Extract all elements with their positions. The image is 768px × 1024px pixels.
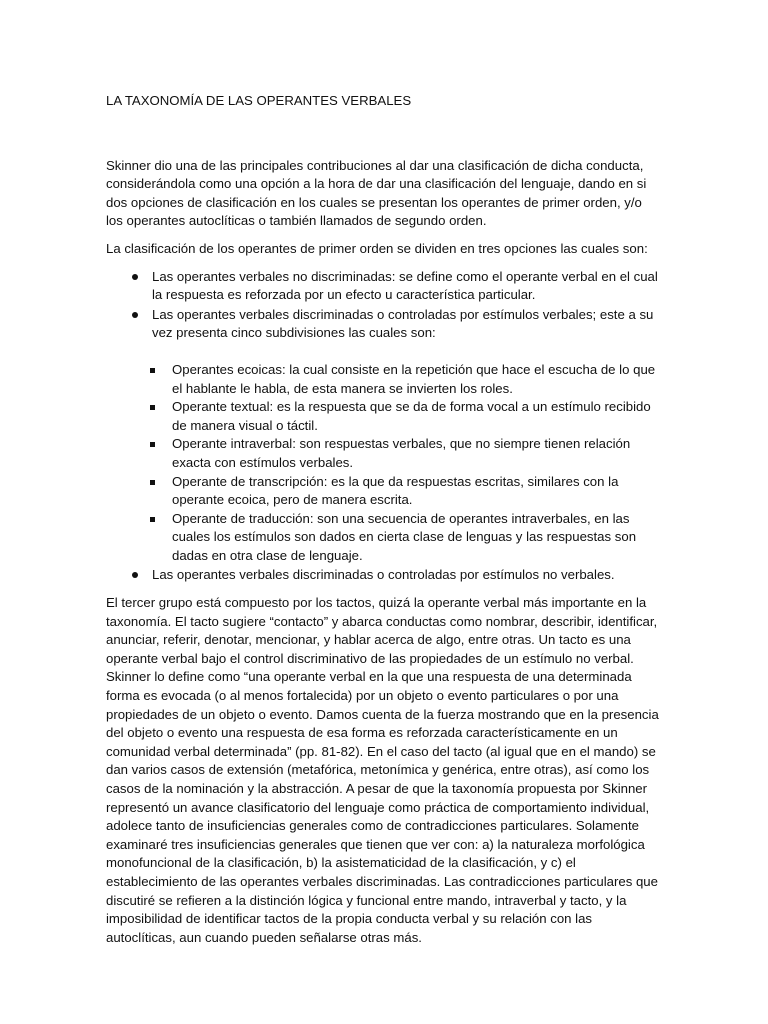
sublist-item — [150, 361, 662, 398]
list-item — [106, 566, 662, 585]
sublist-item-text: Operantes ecoicas: la cual consiste en la repetición que hace el escucha de lo que el hablante le habla, de esta manera se invierten los roles. — [172, 361, 656, 396]
sublist-item — [150, 435, 662, 472]
list-item-text: Las operantes verbales discriminadas o controladas por estímulos verbales; este a su vez presenta cinco subdivisiones las cuales son: — [152, 306, 654, 341]
list-item — [106, 306, 662, 566]
sublist-item — [150, 510, 662, 566]
classification-list — [106, 268, 662, 586]
square-bullet-icon — [150, 368, 155, 373]
square-bullet-icon — [150, 442, 155, 447]
square-bullet-icon — [150, 405, 155, 410]
sublist-item-text: Operante intraverbal: son respuestas verbales, que no siempre tienen relación exacta con estímulos verbales. — [172, 436, 631, 470]
sublist-item-text: Operante de transcripción: es la que da respuestas escritas, similares con la operante ecoica, pero de manera escrita. — [172, 473, 619, 508]
sublist-item-text: Operante textual: es la respuesta que se da de forma vocal a un estímulo recibido de manera visual o táctil. — [172, 399, 651, 433]
sublist-item — [150, 473, 662, 510]
square-bullet-icon — [150, 480, 155, 485]
lead-paragraph: La clasificación de los operantes de primer orden se dividen en tres opciones las cuales son: — [106, 240, 648, 256]
sublist-item — [150, 398, 662, 435]
list-item-text: Las operantes verbales no discriminadas: se define como el operante verbal en el cual la respuesta es reforzada por un efecto u característica particular. — [152, 268, 658, 303]
intro-paragraph: Skinner dio una de las principales contribuciones al dar una clasificación de dicha conducta, considerándola como una opción a la hora de dar una clasificación del lenguaje, dando en si dos opciones de clasificación en los cuales se presentan los operantes de primer orden, y/o los operantes autoclíticas o también llamados de segundo orden. — [106, 157, 647, 229]
document-title: LA TAXONOMÍA DE LAS OPERANTES VERBALES — [106, 93, 412, 108]
square-bullet-icon — [150, 517, 155, 522]
closing-paragraph: El tercer grupo está compuesto por los tactos, quizá la operante verbal más importante en la taxonomía. El tacto sugiere “contacto” y abarca conductas como nombrar, describir, identificar, anunciar, referir, denotar, mencionar, y hablar acerca de algo, entre otras. Un tacto es una operante verbal bajo el control discriminativo de las propiedades de un estímulo no verbal. Skinner lo define como “una operante verbal en la que una respuesta de una determinada forma es evocada (o al menos fortalecida) por un objeto o evento particulares o por una propiedades de un objeto o evento. Damos cuenta de la fuerza mostrando que en la presencia del objeto o evento una respuesta de esa forma es reforzada característicamente en un comunidad verbal determinada” (pp. 81-82). En el caso del tacto (al igual que en el mando) se dan varios casos de extensión (metafórica, metonímica y genérica, entre otras), así como los casos de la nominación y la abstracción. A pesar de que la taxonomía propuesta por Skinner representó un avance clasificatorio del lenguaje como práctica de comportamiento individual, adolece tanto de insuficiencias generales como de contradicciones particulares. Solamente examinaré tres insuficiencias generales que tienen que ver con: a) la naturaleza morfológica monofuncional de la clasificación, b) la asistematicidad de la clasificación, y c) el establecimiento de las operantes verbales discriminadas. Las contradicciones particulares que discutiré se refieren a la distinción lógica y funcional entre mando, intraverbal y tacto, y la imposibilidad de identificar tactos de la propia conducta verbal y su relación con las autoclíticas, aun cuando pueden señalarse otras más. — [106, 595, 659, 945]
sublist-item-text: Operante de traducción: son una secuencia de operantes intraverbales, en las cuales los estímulos son dados en cierta clase de lenguas y las respuestas son dadas en otra clase de lenguaje. — [172, 510, 637, 563]
list-item-text: Las operantes verbales discriminadas o controladas por estímulos no verbales. — [152, 567, 615, 583]
subdivision-list — [152, 361, 662, 566]
list-item — [106, 268, 662, 305]
document-body — [106, 92, 662, 956]
